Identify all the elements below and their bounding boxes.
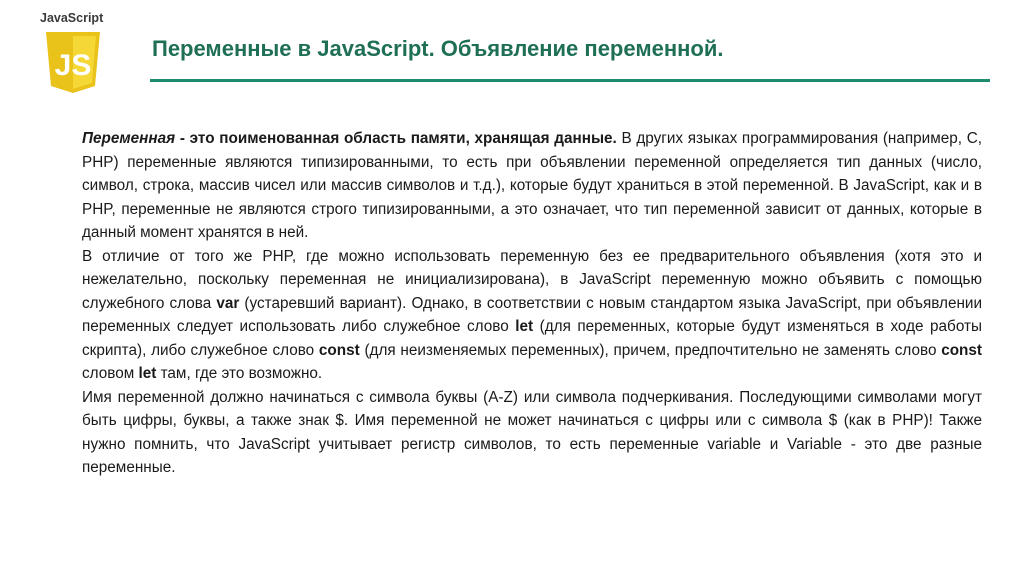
paragraph-declaration: [82, 245, 982, 386]
keyword-let: let: [515, 318, 534, 335]
paragraph-definition: [82, 127, 982, 245]
term-variable: Переменная: [82, 130, 176, 147]
paragraph1-text: В других языках программирования (например, C, PHP) переменные являются типизированными, то есть при объявлении переменной определяется тип данных (число, символ, строка, массив чисел или массив символов и т.д.), которые будут храниться в этой переменной. В JavaScript, как и в PHP, переменные не являются строго типизированными, а это означает, что тип переменной зависит от данных, которые в данный момент хранятся в ней.: [82, 130, 982, 241]
keyword-let-2: let: [138, 365, 157, 382]
logo-badge: JS: [54, 49, 92, 82]
keyword-const: const: [318, 341, 360, 359]
paragraph2-text-5: словом: [82, 365, 139, 382]
paragraph2-text-6: там, где это возможно.: [156, 365, 323, 382]
keyword-var: var: [216, 294, 240, 312]
paragraph2-text-4: (для неизменяемых переменных), причем, предпочтительно не заменять слово: [359, 341, 942, 359]
paragraph2-text-1: В отличие от того же PHP, где можно использовать переменную без ее предварительного объявления (хотя это и нежелательно, поскольку переменная не инициализирована), в JavaScript переменную можно объявить с помощью служебного слова: [82, 247, 982, 312]
logo-label: JavaScript: [40, 11, 104, 25]
slide-body: [82, 127, 982, 480]
title-underline: [150, 79, 990, 82]
paragraph-naming-rules: Имя переменной должно начинаться с символа буквы (A-Z) или символа подчеркивания. Последующими символами могут быть цифры, буквы, а также знак $. Имя переменной не может начинаться с цифры или с символа $ (как в PHP)! Также нужно помнить, что JavaScript учитывает регистр символов, то есть переменные variable и Variable - это две разные переменные.: [82, 388, 982, 476]
paragraph2-text-3: (для переменных, которые будут изменяться в ходе работы скрипта), либо служебное слово: [82, 318, 982, 359]
paragraph2-text-2: (устаревший вариант). Однако, в соответствии с новым стандартом языка JavaScript, при объявлении переменных следует использовать либо служебное слово: [82, 294, 982, 335]
page-title: Переменные в JavaScript. Объявление переменной.: [152, 36, 724, 61]
javascript-shield-icon: [44, 30, 102, 94]
definition-text: - это поименованная область памяти, хранящая данные.: [175, 130, 617, 147]
keyword-const-2: const: [941, 341, 982, 359]
